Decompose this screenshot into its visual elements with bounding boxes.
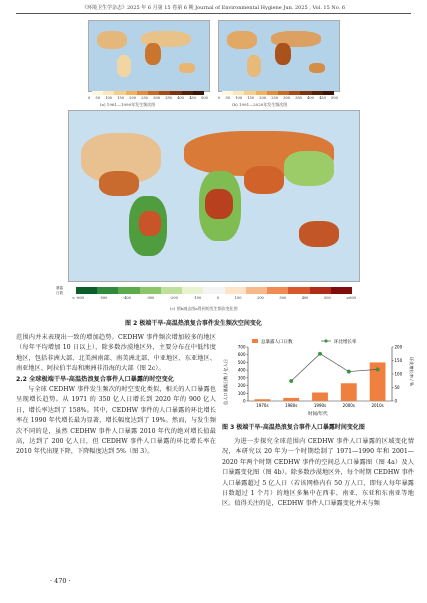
land-mass (227, 31, 257, 49)
land-mass (275, 43, 291, 65)
map-panel-b (218, 20, 340, 92)
caption-panel-c: (c) 图b减去图a得到的发生频次变化图 (170, 306, 238, 311)
land-mass (299, 221, 339, 247)
land-mass (309, 63, 325, 73)
legend-b (222, 91, 334, 95)
legend-bar-label: 总暴露人口日数 (261, 340, 293, 345)
legend-a (92, 91, 204, 95)
y-left-tick-label: 500 (237, 359, 246, 365)
figure-3-title: 图 3 极端干旱-高温热浪复合事件人口暴露时间变化图 (222, 424, 365, 431)
land-mass (117, 55, 131, 77)
land-mass (284, 151, 334, 186)
x-category-label: 1970s (256, 403, 269, 408)
x-category-label: 1990s (313, 403, 327, 408)
x-category-label: 2010s (371, 403, 384, 408)
legend-c-ticks: < -600 -500 -400 -300 -200 -100 0 100 200 300 400 500 ≥600 (72, 296, 356, 300)
y-left-tick-label: 0 (242, 398, 246, 404)
y-left-tick-label: 300 (237, 375, 246, 381)
legend-c-label: 暴露 日数 (56, 286, 63, 295)
rate-point (347, 370, 351, 374)
map-panel-c (68, 110, 360, 282)
legend-bar-swatch (252, 339, 258, 343)
legend-a-ticks: 0 50 100 150 200 250 300 350 400 450 500 (88, 96, 208, 100)
page-number: · 470 · (50, 577, 71, 585)
y-left-tick-label: 600 (237, 352, 246, 358)
running-header: 《环境卫生学杂志》2025 年 6 月第 15 卷第 6 期 Journal of Environmental Hygiene Jun. 2025 , Vol. 15 No. 6 (81, 5, 346, 11)
land-mass (99, 171, 139, 196)
land-mass (97, 31, 127, 49)
land-mass (247, 55, 261, 77)
paragraph: 与全球 CEDHW 事件发生频次的时空变化类似，相关的人口暴露也呈现增长趋势。从 1971 的 350 亿人日增长到 2020 年的 900 亿人日，增长率达到了 158%。其中，CEDHW 事件的人口暴露的环比增长率在 1990 年代增长最为显著，增长幅度达到了 19%。然而，与发生频次不同的是，虽然 CEDHW 事件人口暴露 2010 年代的绝对增长值最高，达到了 200 亿人日，但 CEDHW 事件人口暴露的环比增长率在 2010 年代出现下降，下降幅度达到 5%（图 3）。 (16, 386, 216, 456)
caption-panel-b: (b) 1991—2020年发生频次图 (232, 102, 288, 107)
y-right-tick-label: 0 (394, 398, 398, 404)
y-left-tick-label: 700 (237, 344, 246, 350)
section-heading: 2.2 全球极端干旱-高温热浪复合事件人口暴露的时空变化 (16, 375, 174, 383)
x-category-label: 2000s (342, 403, 355, 408)
land-mass (179, 63, 195, 73)
land-mass (139, 211, 161, 236)
land-mass (205, 189, 233, 219)
y-left-tick-label: 200 (237, 383, 246, 389)
y-right-tick-label: 150 (394, 358, 403, 363)
header-rule (16, 13, 411, 14)
legend-b-ticks: 0 50 100 150 200 250 300 350 400 450 500 (218, 96, 338, 100)
land-mass (145, 43, 161, 65)
figure-2-title: 图 2 极端干旱-高温热浪复合事件发生频次空间变化 (125, 320, 262, 327)
left-column (16, 333, 216, 458)
bar (341, 383, 357, 401)
right-column (222, 437, 414, 510)
bar (283, 398, 299, 401)
bar (254, 399, 270, 401)
land-mass (244, 166, 284, 194)
y-right-tick-label: 50 (394, 385, 400, 390)
legend-line-marker (324, 339, 327, 342)
growth-rate-line (291, 354, 377, 381)
rate-point (318, 352, 322, 356)
y-axis-left-label: 总人口暴露日数 / 亿人日 (223, 359, 228, 405)
paragraph: 为进一步探究全球范围内 CEDHW 事件人口暴露的区域变化情况，本研究以 20 年为一个时期绘制了 1971—1990 年和 2001—2020 年两个时期 CEDHW 事件的空间总人口暴露图（图 4a）及人口暴露变化图（图 4b）。除多数沙漠地区外，每个时期 CEDHW 事件人口暴露超过 5 亿人日（若该网格内有 50 万人口，即每人每年暴露日数超过 1 个月）的地区多集中在西非、南亚、东亚和东南亚等地区。值得关注的是，CEDHW 事件人口暴露变化并未与频 (222, 438, 414, 508)
map-panel-a (88, 20, 210, 92)
y-right-tick-label: 200 (394, 344, 403, 350)
x-axis-label: 时间/年代 (308, 412, 328, 417)
y-axis-right-label: 环比增长率 / % (409, 357, 414, 386)
figure-3-chart (218, 335, 418, 417)
legend-c (76, 287, 352, 294)
caption-panel-a: (a) 1961—1990年发生频次图 (100, 102, 156, 107)
x-category-label: 1980s (285, 403, 298, 408)
bar (312, 393, 328, 401)
rate-point (376, 368, 380, 372)
legend-line-label: 环比增长率 (334, 340, 357, 345)
y-left-tick-label: 100 (237, 390, 246, 396)
paragraph: 范围内并未表现出一致的增加趋势。CEDHW 事件频次增加较多的地区（每年平均增加 10 日以上），除多数沙漠地区外，主要分布在中低纬度地区，包括非洲大部、北美洲南部、南美洲北部、中亚地区、东亚地区、南亚地区、阿拉伯半岛和澳洲非沿海的大部（图 2c）。 (16, 334, 216, 373)
rate-point (289, 379, 293, 383)
y-left-tick-label: 400 (237, 367, 246, 373)
y-right-tick-label: 100 (394, 371, 403, 377)
